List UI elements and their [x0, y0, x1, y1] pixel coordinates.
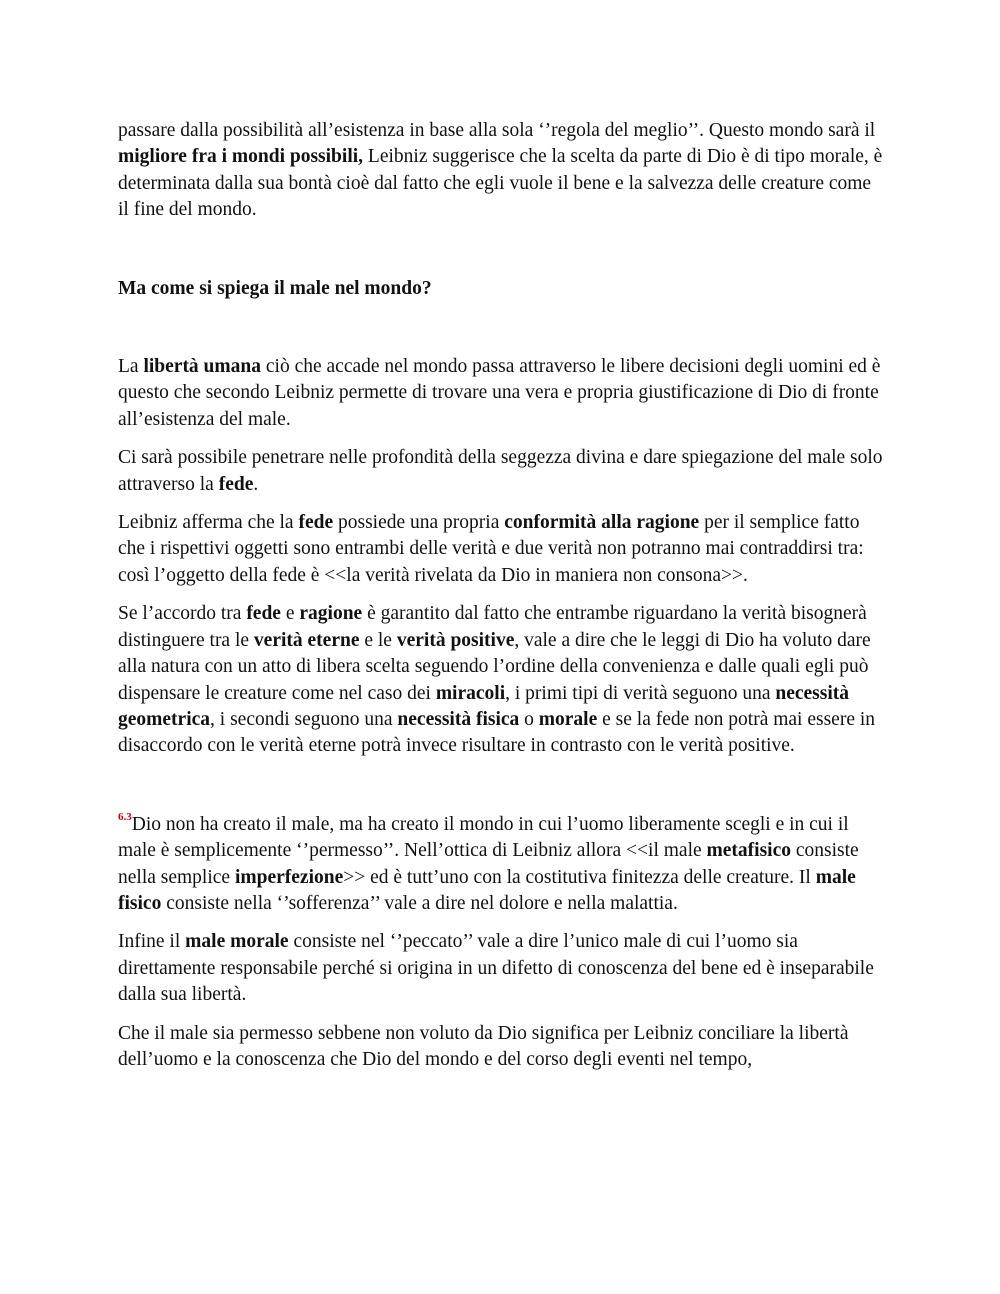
- text-run: possiede una propria: [333, 512, 505, 534]
- text-run: La: [118, 356, 144, 378]
- bold-term: fede: [298, 512, 334, 534]
- text-run: passare dalla possibilità all’esistenza in base alla sola ‘’regola del meglio’’. Questo mondo sarà il: [118, 120, 876, 141]
- bold-term: necessità fisica: [397, 708, 520, 730]
- bold-term: libertà umana: [143, 356, 261, 378]
- text-run: Infine il: [118, 931, 186, 953]
- bold-term: verità positive: [396, 629, 515, 651]
- bold-term: miracoli: [435, 682, 506, 704]
- text-run: >> ed è tutt’uno con la costitutiva finitezza delle creature. Il: [343, 866, 816, 888]
- text-run: Leibniz afferma che la: [118, 512, 299, 534]
- bold-term: fede: [246, 603, 281, 625]
- text-run: .: [253, 473, 259, 495]
- text-run: è garantito dal fatto che entrambe riguardano la verità bisognerà distinguere tra le: [118, 603, 867, 651]
- paragraph-verita: [118, 601, 884, 759]
- paragraph-conformita-ragione: [118, 510, 884, 589]
- text-run: consiste nel ‘’peccato’’ vale a dire l’unico male di cui l’uomo sia direttamente responsabile perché si origina in un difetto di conoscenza del bene ed è inseparabile dalla sua libertà.: [118, 931, 874, 1006]
- text-run: Dio non ha creato il male, ma ha creato il mondo in cui l’uomo liberamente scegli e in cui il male è semplicemente ‘’permesso’’. Nell’ottica di Leibniz allora <<il male: [118, 813, 849, 862]
- paragraph-male-metafisico: [118, 812, 884, 918]
- text-run: ciò che accade nel mondo passa attraverso le libere decisioni degli uomini ed è questo che secondo Leibniz permette di trovare una vera e propria giustificazione di Dio di fronte all’esistenza del male.: [118, 356, 881, 430]
- text-run: e: [280, 603, 300, 625]
- text-run: consiste nella semplice: [118, 840, 859, 888]
- paragraph-fede: [118, 445, 884, 498]
- text-run: Se l’accordo tra: [118, 603, 247, 625]
- bold-term: male morale: [185, 931, 289, 953]
- text-run: consiste nella ‘’sofferenza’’ vale a dire nel dolore e nella malattia.: [161, 892, 678, 914]
- text-run: Ci sarà possibile penetrare nelle profondità della seggezza divina e dare spiegazione del male solo attraverso la: [118, 447, 883, 495]
- bold-term: metafisico: [706, 840, 791, 862]
- text-run: , i primi tipi di verità seguono una: [505, 682, 776, 704]
- section-heading: Ma come si spiega il male nel mondo?: [118, 277, 432, 299]
- paragraph-migliore-mondi: [118, 118, 884, 224]
- bold-term: morale: [538, 708, 598, 730]
- bold-term: imperfezione: [234, 866, 344, 888]
- text-run: Leibniz suggerisce che la scelta da parte di Dio è di tipo morale, è determinata dalla sua bontà cioè dal fatto che egli vuole il bene e la salvezza delle creature come il fine del mondo.: [118, 146, 883, 221]
- text-run: Che il male sia permesso sebbene non voluto da Dio significa per Leibniz conciliare la libertà dell’uomo e la conoscenza che Dio del mondo e del corso degli eventi nel tempo,: [118, 1022, 849, 1070]
- text-run: e le: [359, 629, 397, 651]
- text-run: per il semplice fatto che i rispettivi oggetti sono entrambi delle verità e due verità non potranno mai contraddirsi tra: così l’oggetto della fede è <<la verità rivelata da Dio in maniera non consona>>.: [118, 512, 864, 586]
- bold-term: migliore fra i mondi possibili,: [118, 146, 364, 168]
- paragraph-male-permesso: [118, 1021, 884, 1074]
- paragraph-male-morale: [118, 929, 884, 1008]
- text-run: , i secondi seguono una: [210, 708, 398, 730]
- text-run: , vale a dire che le leggi di Dio ha voluto dare alla natura con un atto di libera scelta seguendo l’ordine della convenienza e dalle quali egli può dispensare le creature come nel caso dei: [118, 629, 871, 704]
- paragraph-liberta-umana: [118, 354, 884, 433]
- bold-term: necessità geometrica: [118, 682, 850, 730]
- footnote-mark: 6.3: [118, 810, 132, 823]
- text-run: e se la fede non potrà mai essere in disaccordo con le verità eterne potrà invece risultare in contrasto con le verità positive.: [118, 708, 876, 757]
- bold-term: male fisico: [118, 866, 856, 914]
- document-page: [118, 118, 884, 1073]
- bold-term: verità eterne: [253, 629, 360, 651]
- bold-term: conformità alla ragione: [504, 512, 700, 534]
- bold-term: fede: [218, 473, 254, 495]
- text-run: o: [519, 708, 539, 730]
- bold-term: ragione: [299, 603, 363, 625]
